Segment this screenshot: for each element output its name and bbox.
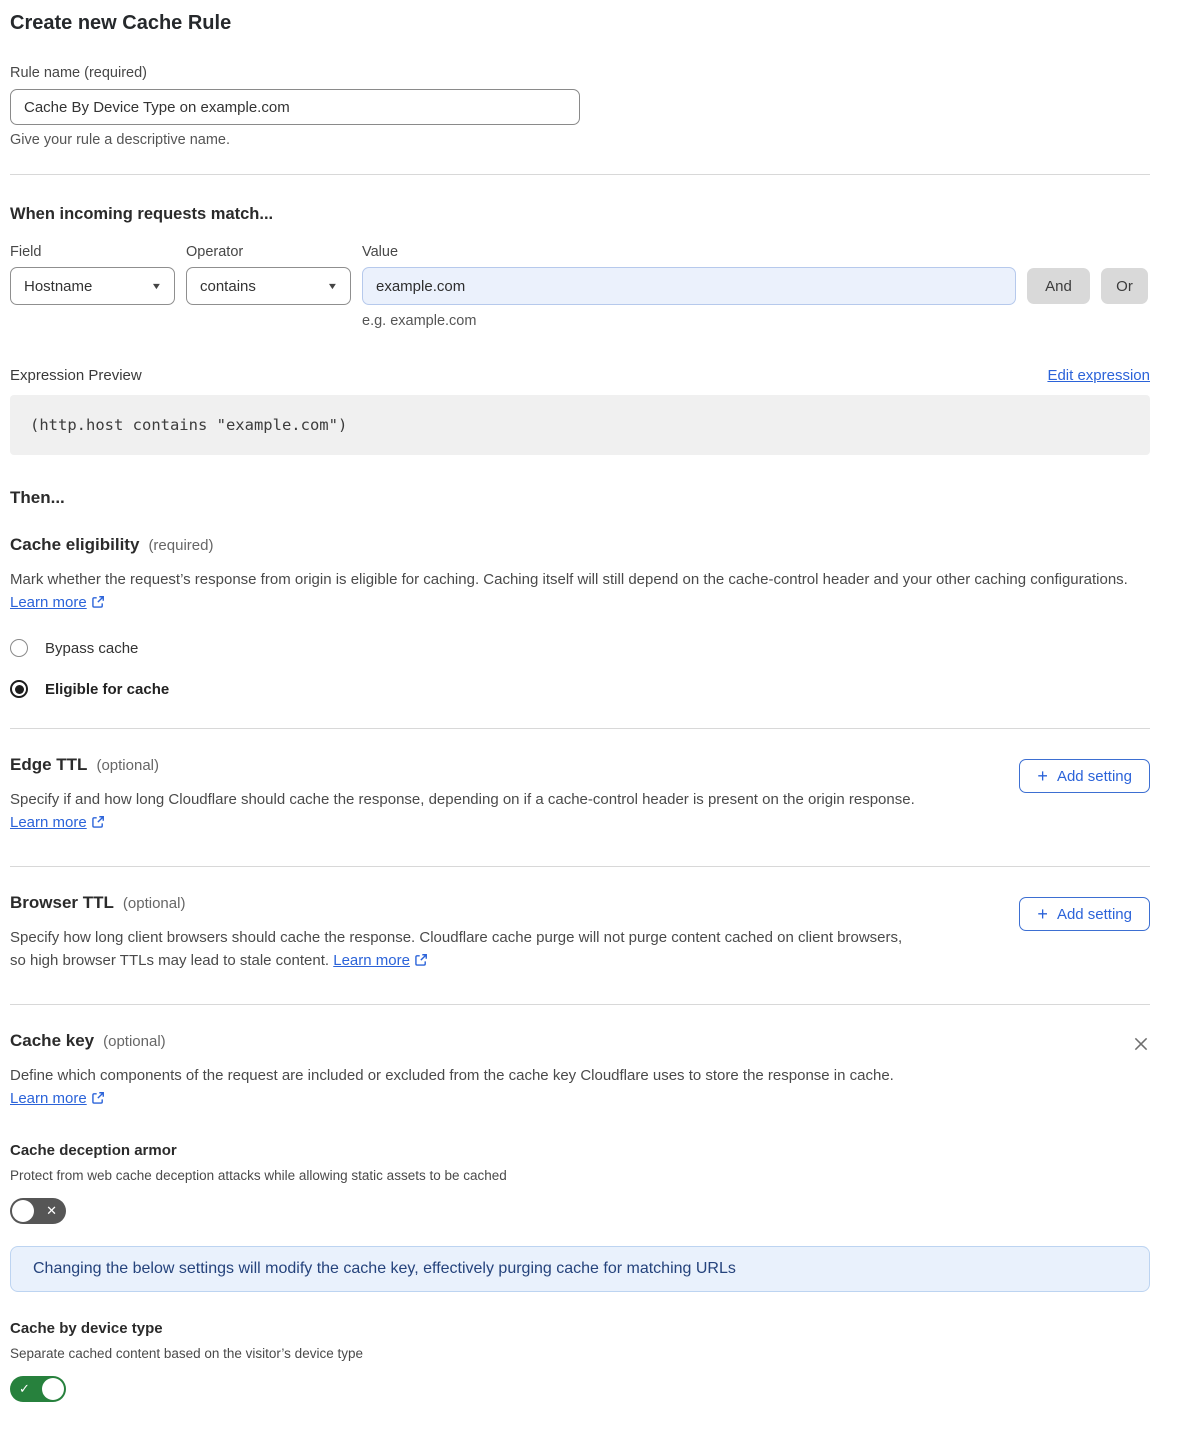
radio-bypass-cache-label: Bypass cache — [45, 639, 139, 657]
browser-ttl-title: Browser TTL — [10, 893, 114, 912]
cache-key-info-banner — [10, 1246, 1150, 1292]
cache-key-description-text: Define which components of the request are included or excluded from the cache key Cloudflare uses to store the response in cache. — [10, 1067, 894, 1084]
expression-preview-label: Expression Preview — [10, 367, 142, 384]
info-banner-text: Changing the below settings will modify the cache key, effectively purging cache for matching URLs — [33, 1260, 736, 1277]
operator-label: Operator — [186, 244, 244, 260]
expression-code-block — [10, 395, 1150, 455]
radio-icon — [10, 639, 28, 657]
add-setting-label: Add setting — [1056, 905, 1132, 923]
value-label: Value — [362, 244, 399, 260]
toggle-knob — [12, 1200, 34, 1222]
match-labels-row — [10, 244, 1150, 260]
external-link-icon — [414, 951, 428, 974]
edge-ttl-add-setting-button[interactable] — [1019, 759, 1150, 793]
cache-by-device-type-title: Cache by device type — [10, 1320, 163, 1337]
cache-deception-armor-toggle[interactable] — [10, 1198, 66, 1224]
edge-ttl-title: Edge TTL — [10, 755, 88, 774]
edge-ttl-section — [10, 755, 1150, 836]
divider — [10, 728, 1150, 729]
rule-name-help: Give your rule a descriptive name. — [10, 132, 231, 148]
cache-key-badge: (optional) — [103, 1033, 166, 1050]
rule-name-label: Rule name (required) — [10, 65, 148, 81]
browser-ttl-description-text: Specify how long client browsers should cache the response. Cloudflare cache purge will not purge content cached on client browsers, so high browser TTLs may lead to stale content. — [10, 929, 903, 969]
cache-key-title: Cache key — [10, 1031, 95, 1050]
and-button[interactable]: And — [1027, 268, 1090, 304]
edge-ttl-description-text: Specify if and how long Cloudflare should cache the response, depending on if a cache-control header is present on the origin response. — [10, 791, 915, 808]
match-heading: When incoming requests match... — [10, 205, 274, 223]
match-controls-row — [10, 267, 1150, 305]
operator-select-value: contains — [200, 277, 256, 295]
value-help: e.g. example.com — [362, 313, 477, 329]
close-icon[interactable] — [1132, 1035, 1150, 1112]
radio-selected-icon — [10, 680, 28, 698]
learn-more-link[interactable]: Learn more — [10, 814, 87, 831]
value-input[interactable] — [362, 267, 1016, 305]
cache-eligibility-title: Cache eligibility — [10, 535, 140, 554]
learn-more-link[interactable]: Learn more — [10, 594, 87, 611]
learn-more-link[interactable]: Learn more — [10, 1090, 87, 1107]
expression-code: (http.host contains "example.com") — [30, 416, 348, 434]
chevron-down-icon: ▼ — [326, 281, 339, 291]
divider — [10, 174, 1150, 175]
page-title: Create new Cache Rule — [10, 12, 232, 34]
browser-ttl-add-setting-button[interactable] — [1019, 897, 1150, 931]
browser-ttl-section — [10, 893, 1150, 974]
divider — [10, 866, 1150, 867]
cache-key-description — [10, 1064, 894, 1112]
divider — [10, 1004, 1150, 1005]
radio-eligible-for-cache[interactable] — [10, 680, 1150, 698]
cache-eligibility-badge: (required) — [148, 537, 214, 554]
chevron-down-icon: ▼ — [150, 281, 163, 291]
learn-more-link[interactable]: Learn more — [333, 952, 410, 969]
toggle-off-x-icon: ✕ — [46, 1203, 57, 1218]
browser-ttl-description — [10, 926, 920, 974]
field-select[interactable] — [10, 267, 175, 305]
toggle-knob — [42, 1378, 64, 1400]
field-label: Field — [10, 244, 42, 260]
plus-icon: + — [1037, 766, 1048, 786]
operator-select[interactable] — [186, 267, 351, 305]
add-setting-label: Add setting — [1056, 767, 1132, 785]
field-select-value: Hostname — [24, 277, 93, 295]
then-heading: Then... — [10, 488, 65, 507]
external-link-icon — [91, 1089, 105, 1112]
cache-by-device-type-toggle[interactable] — [10, 1376, 66, 1402]
edit-expression-link[interactable]: Edit expression — [1047, 367, 1150, 384]
or-button[interactable]: Or — [1101, 268, 1148, 304]
cache-deception-armor-description: Protect from web cache deception attacks while allowing static assets to be cached — [10, 1168, 507, 1183]
external-link-icon — [91, 813, 105, 836]
edge-ttl-badge: (optional) — [96, 757, 159, 774]
radio-bypass-cache[interactable] — [10, 639, 1150, 657]
cache-eligibility-header — [10, 535, 1150, 555]
cache-by-device-type-description: Separate cached content based on the visitor’s device type — [10, 1346, 363, 1361]
cache-eligibility-description-text: Mark whether the request’s response from origin is eligible for caching. Caching itself will still depend on the cache-control header and your other caching configurations. — [10, 571, 1128, 588]
cache-eligibility-description — [10, 568, 1150, 616]
browser-ttl-badge: (optional) — [122, 895, 186, 912]
cache-deception-armor-title: Cache deception armor — [10, 1142, 177, 1159]
plus-icon: + — [1037, 904, 1048, 924]
radio-eligible-for-cache-label: Eligible for cache — [45, 680, 170, 698]
toggle-on-check-icon: ✓ — [19, 1381, 30, 1396]
edge-ttl-description — [10, 788, 930, 836]
expression-preview-row — [10, 367, 1150, 384]
external-link-icon — [91, 593, 105, 616]
rule-name-input[interactable] — [10, 89, 580, 125]
cache-key-section — [10, 1031, 1150, 1112]
